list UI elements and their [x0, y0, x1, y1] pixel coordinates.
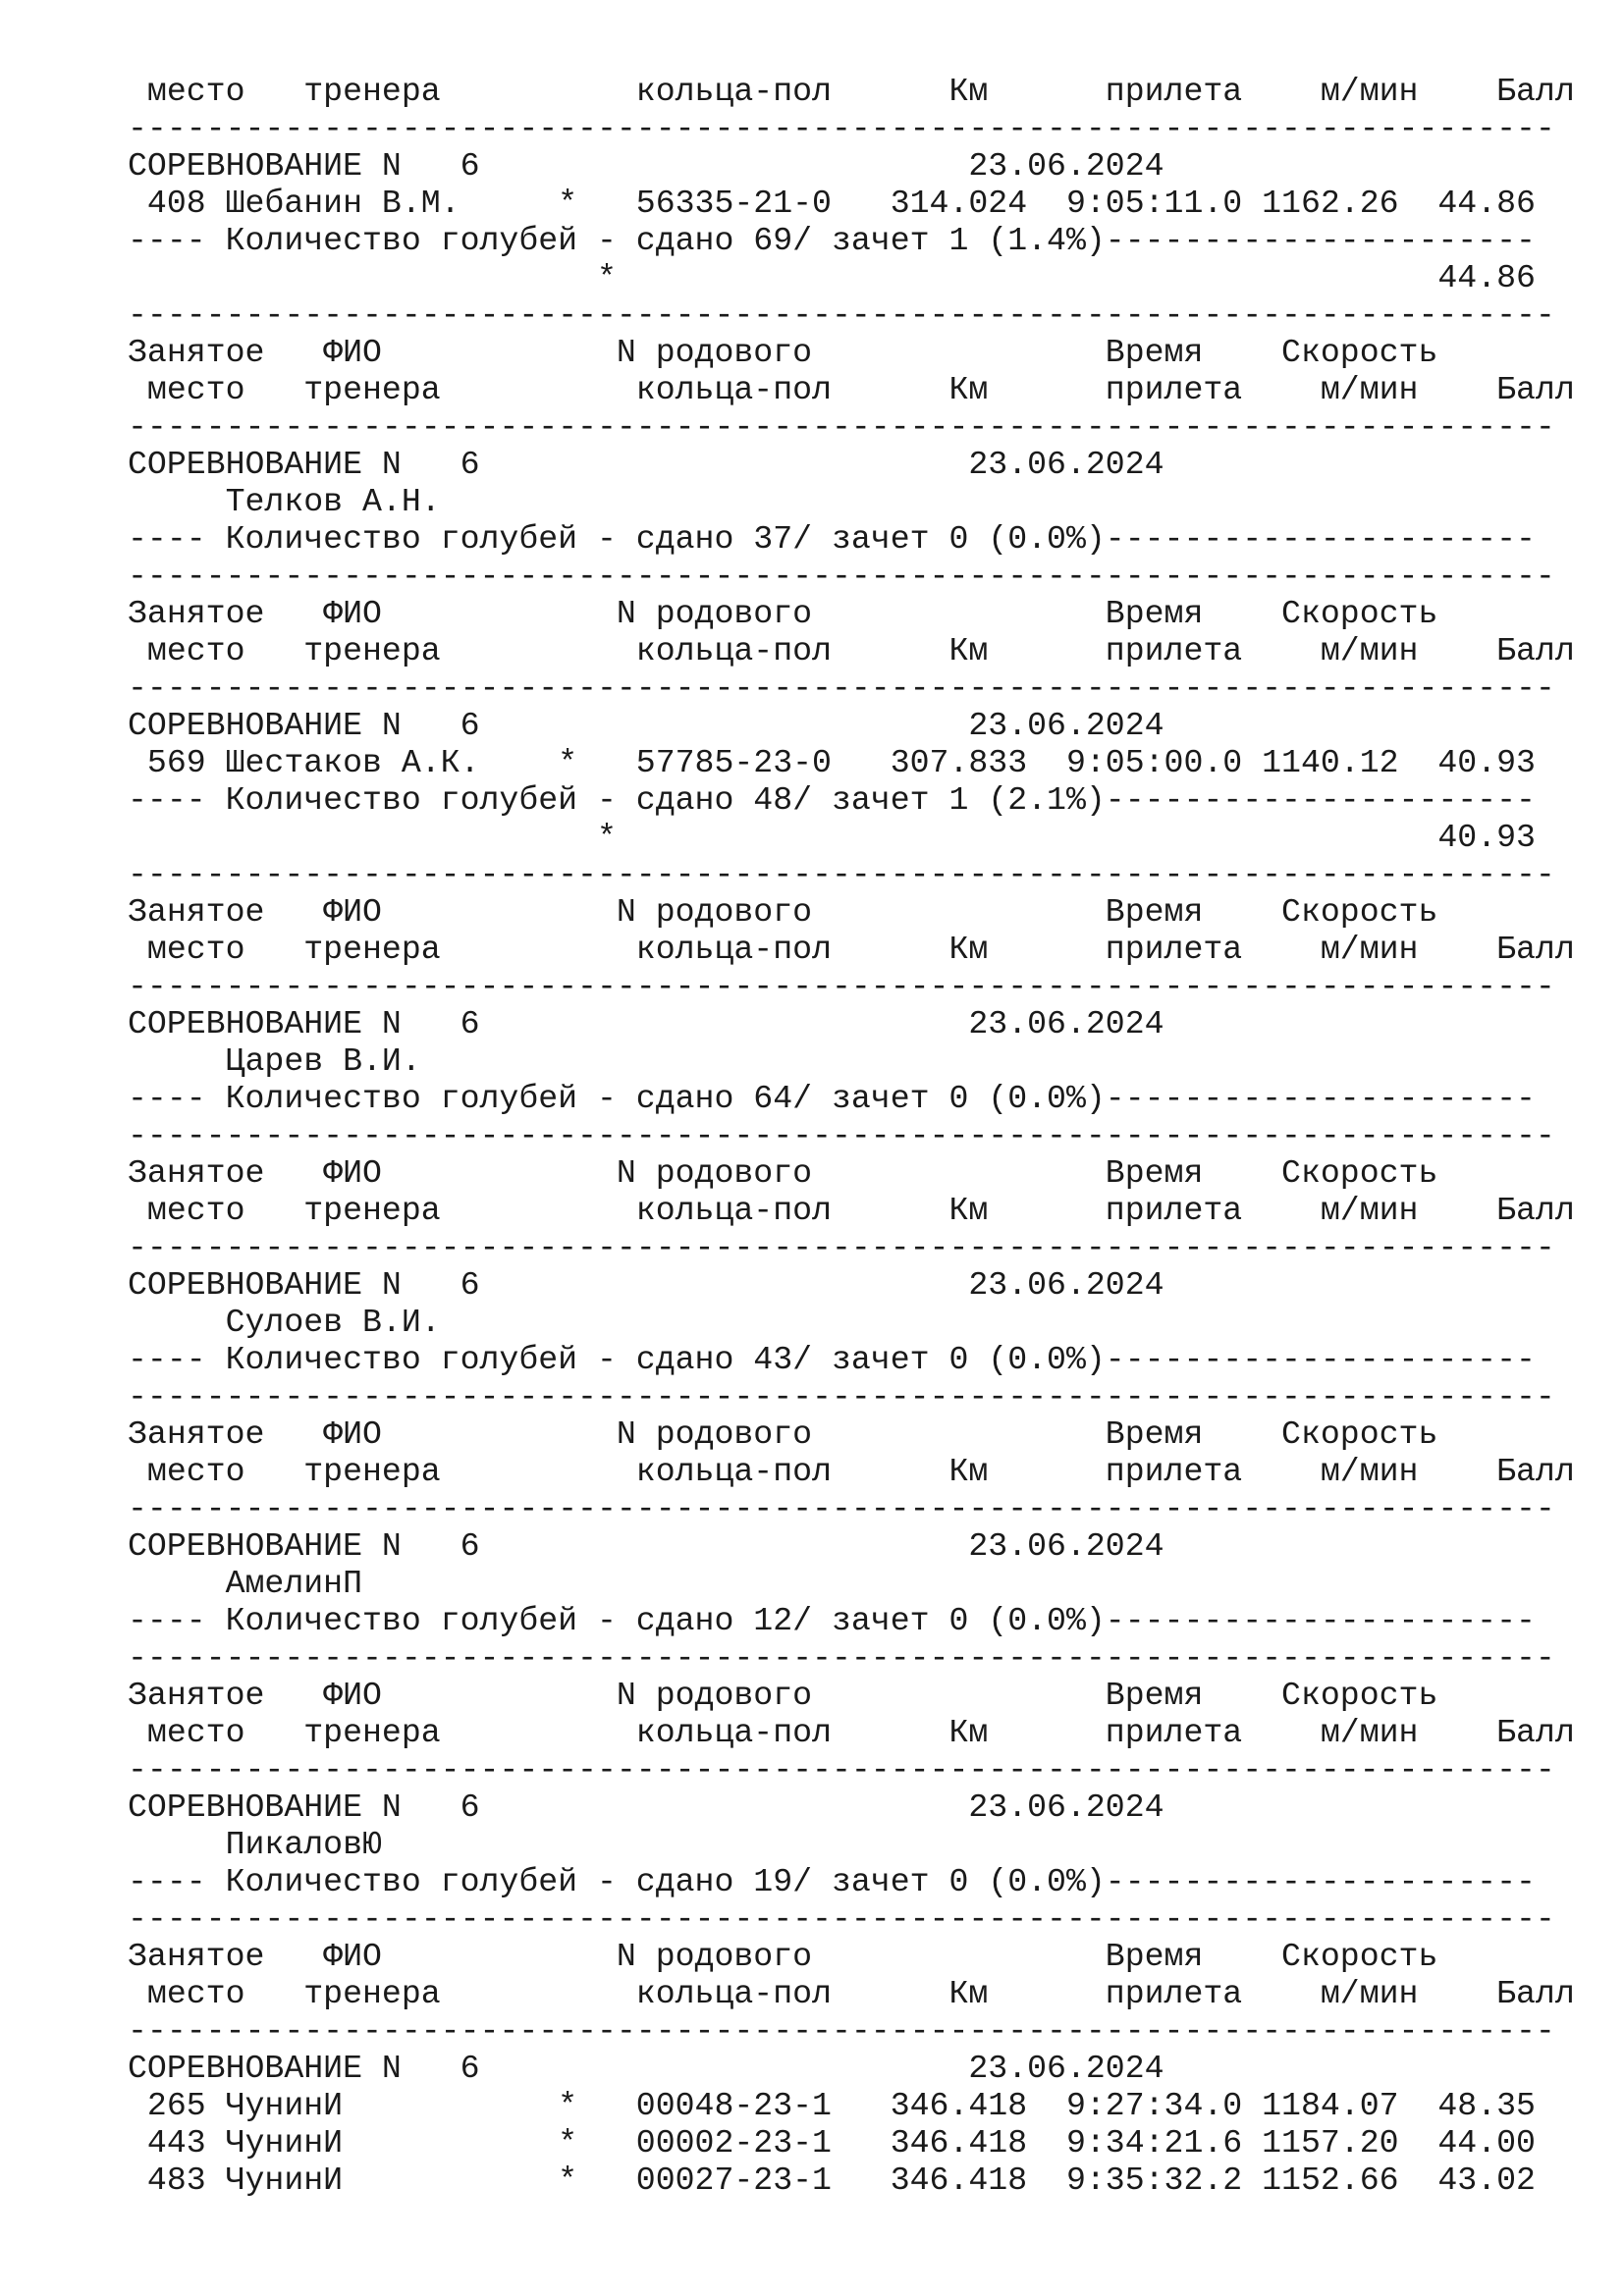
header-columns-line-1: Занятое ФИО N родового Время Скорость [128, 1677, 1438, 1714]
pigeon-count-summary: ---- Количество голубей - сдано 69/ зачет 1 (1.4%)---------------------- [128, 222, 1536, 259]
trainer-name: АмелинП [128, 1565, 362, 1602]
competition-header: СОРЕВНОВАНИЕ N 6 23.06.2024 [128, 1527, 1164, 1565]
header-columns-line-2: место тренера кольца-пол Км прилета м/мин Балл [128, 1192, 1575, 1229]
trainer-name: Телков А.Н. [128, 483, 441, 520]
pigeon-count-summary: ---- Количество голубей - сдано 19/ зачет 0 (0.0%)---------------------- [128, 1863, 1536, 1900]
header-columns-line-2: место тренера кольца-пол Км прилета м/мин Балл [128, 1975, 1575, 2012]
separator-line: ------------------------------------------------------------------------- [128, 1639, 1555, 1677]
header-columns-line-2: место тренера кольца-пол Км прилета м/мин Балл [128, 931, 1575, 968]
header-columns-line-1: Занятое ФИО N родового Время Скорость [128, 595, 1438, 632]
competition-header: СОРЕВНОВАНИЕ N 6 23.06.2024 [128, 147, 1164, 185]
result-row: 408 Шебанин В.М. * 56335-21-0 314.024 9:05:11.0 1162.26 44.86 [128, 185, 1536, 222]
result-row: 265 ЧунинИ * 00048-23-1 346.418 9:27:34.0 1184.07 48.35 [128, 2087, 1536, 2124]
separator-line: ------------------------------------------------------------------------- [128, 2012, 1555, 2050]
separator-line: ------------------------------------------------------------------------- [128, 856, 1555, 893]
pigeon-count-summary: ---- Количество голубей - сдано 37/ зачет 0 (0.0%)---------------------- [128, 520, 1536, 558]
trainer-name: ПикаловЮ [128, 1826, 382, 1863]
separator-line: ------------------------------------------------------------------------- [128, 669, 1555, 707]
separator-line: ------------------------------------------------------------------------- [128, 1751, 1555, 1789]
trainer-name: Сулоев В.И. [128, 1304, 441, 1341]
separator-line: ------------------------------------------------------------------------- [128, 110, 1555, 147]
result-row: 569 Шестаков А.К. * 57785-23-0 307.833 9:05:00.0 1140.12 40.93 [128, 744, 1536, 781]
separator-line: ------------------------------------------------------------------------- [128, 1117, 1555, 1154]
total-score-line: * 44.86 [128, 259, 1536, 296]
header-columns-line-1: Занятое ФИО N родового Время Скорость [128, 1154, 1438, 1192]
header-columns-line-2: место тренера кольца-пол Км прилета м/мин Балл [128, 1714, 1575, 1751]
separator-line: ------------------------------------------------------------------------- [128, 1900, 1555, 1938]
competition-header: СОРЕВНОВАНИЕ N 6 23.06.2024 [128, 707, 1164, 744]
header-columns-line-1: Занятое ФИО N родового Время Скорость [128, 893, 1438, 931]
separator-line: ------------------------------------------------------------------------- [128, 968, 1555, 1005]
header-columns-line-1: Занятое ФИО N родового Время Скорость [128, 334, 1438, 371]
total-score-line: * 40.93 [128, 819, 1536, 856]
separator-line: ------------------------------------------------------------------------- [128, 1490, 1555, 1527]
header-columns-line-1: Занятое ФИО N родового Время Скорость [128, 1938, 1438, 1975]
competition-header: СОРЕВНОВАНИЕ N 6 23.06.2024 [128, 1005, 1164, 1042]
competition-header: СОРЕВНОВАНИЕ N 6 23.06.2024 [128, 1266, 1164, 1304]
header-columns-line-2: место тренера кольца-пол Км прилета м/мин Балл [128, 73, 1575, 110]
separator-line: ------------------------------------------------------------------------- [128, 558, 1555, 595]
separator-line: ------------------------------------------------------------------------- [128, 1229, 1555, 1266]
result-row: 483 ЧунинИ * 00027-23-1 346.418 9:35:32.2 1152.66 43.02 [128, 2162, 1536, 2199]
separator-line: ------------------------------------------------------------------------- [128, 1378, 1555, 1415]
separator-line: ------------------------------------------------------------------------- [128, 296, 1555, 334]
pigeon-count-summary: ---- Количество голубей - сдано 64/ зачет 0 (0.0%)---------------------- [128, 1080, 1536, 1117]
competition-header: СОРЕВНОВАНИЕ N 6 23.06.2024 [128, 2050, 1164, 2087]
header-columns-line-2: место тренера кольца-пол Км прилета м/мин Балл [128, 632, 1575, 669]
header-columns-line-2: место тренера кольца-пол Км прилета м/мин Балл [128, 371, 1575, 408]
printout-page [128, 73, 1575, 2199]
pigeon-count-summary: ---- Количество голубей - сдано 43/ зачет 0 (0.0%)---------------------- [128, 1341, 1536, 1378]
trainer-name: Царев В.И. [128, 1042, 421, 1080]
header-columns-line-2: место тренера кольца-пол Км прилета м/мин Балл [128, 1453, 1575, 1490]
competition-header: СОРЕВНОВАНИЕ N 6 23.06.2024 [128, 1789, 1164, 1826]
header-columns-line-1: Занятое ФИО N родового Время Скорость [128, 1415, 1438, 1453]
competition-header: СОРЕВНОВАНИЕ N 6 23.06.2024 [128, 446, 1164, 483]
pigeon-count-summary: ---- Количество голубей - сдано 12/ зачет 0 (0.0%)---------------------- [128, 1602, 1536, 1639]
separator-line: ------------------------------------------------------------------------- [128, 408, 1555, 446]
result-row: 443 ЧунинИ * 00002-23-1 346.418 9:34:21.6 1157.20 44.00 [128, 2124, 1536, 2162]
pigeon-count-summary: ---- Количество голубей - сдано 48/ зачет 1 (2.1%)---------------------- [128, 781, 1536, 819]
